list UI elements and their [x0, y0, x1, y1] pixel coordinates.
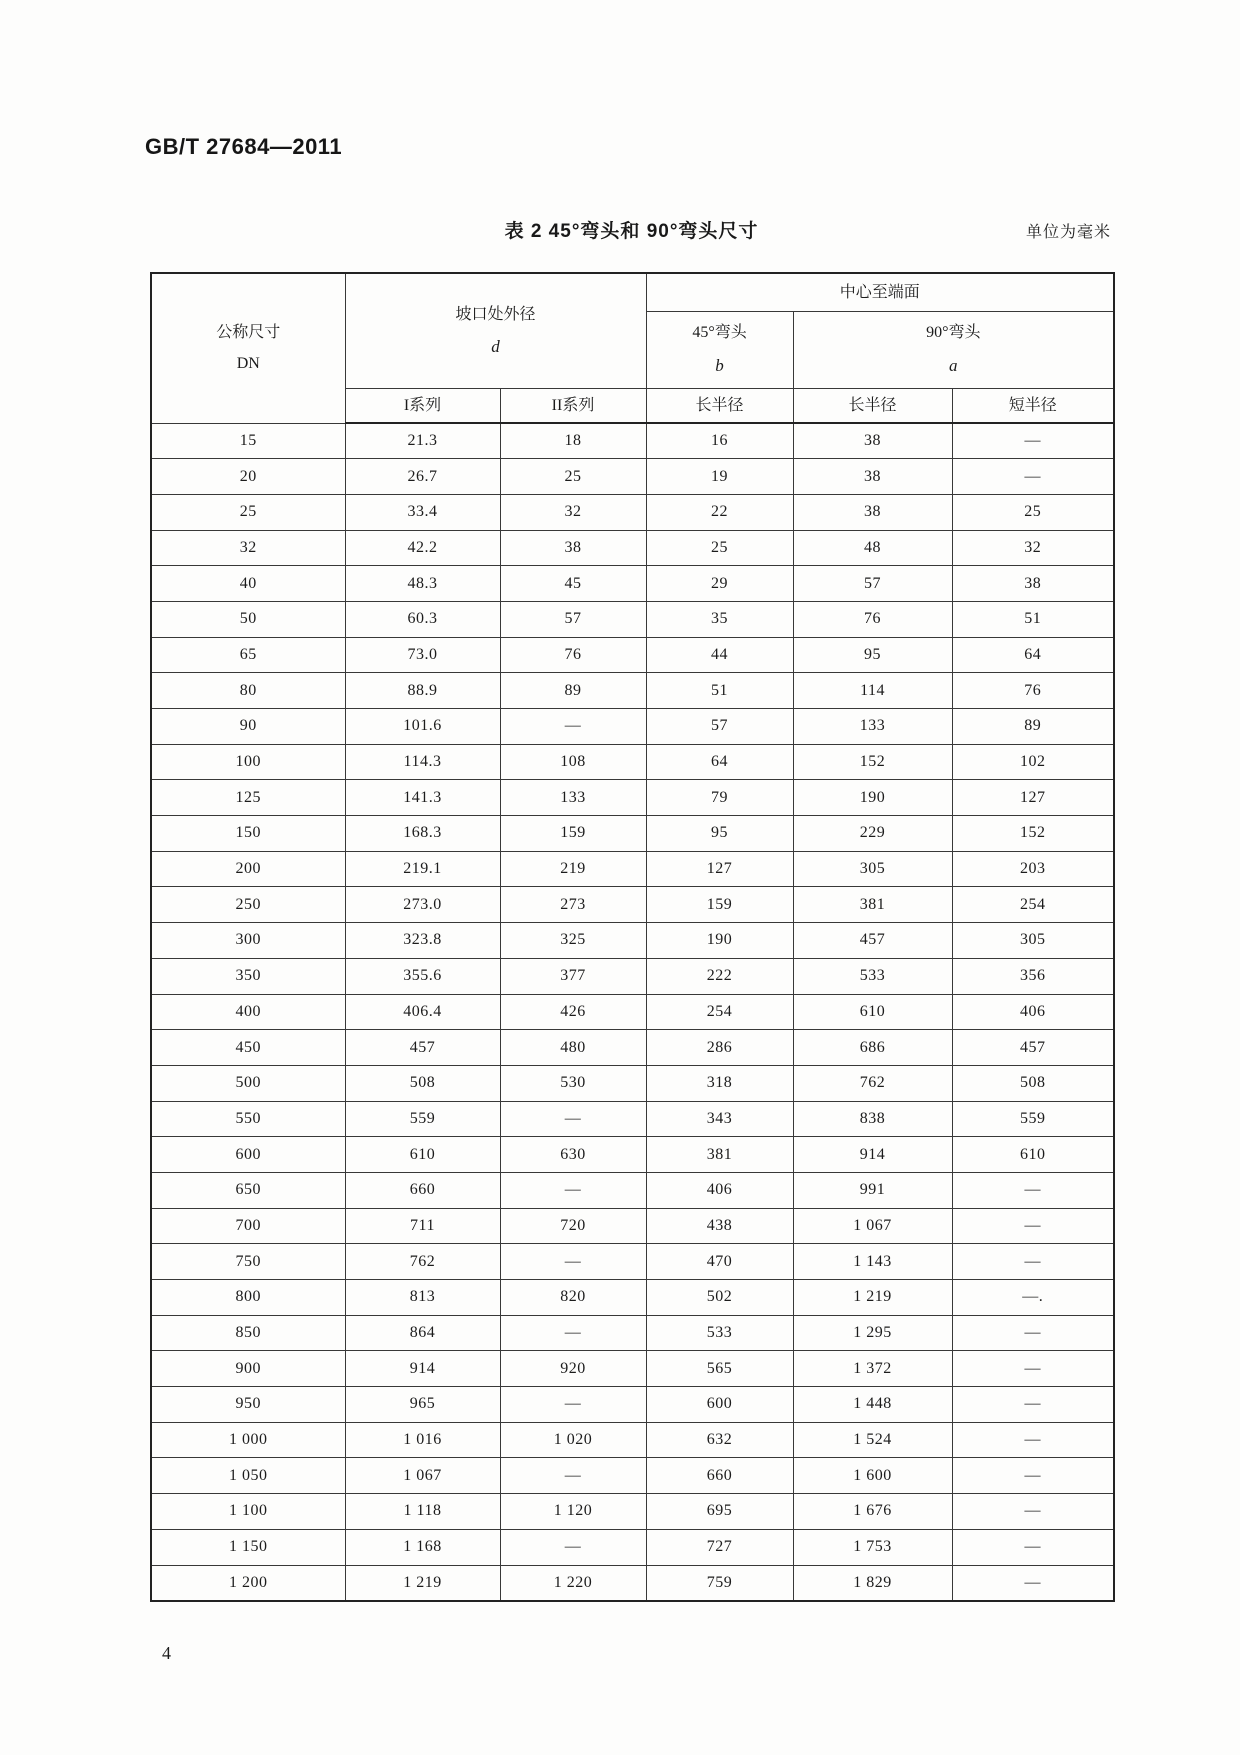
table-cell: 406: [952, 994, 1114, 1030]
table-cell: 64: [952, 637, 1114, 673]
table-cell: 457: [793, 923, 952, 959]
table-cell: 991: [793, 1172, 952, 1208]
table-cell: 1 168: [345, 1529, 500, 1565]
table-cell: 32: [952, 530, 1114, 566]
table-cell: —: [500, 709, 646, 745]
header-series-2: II系列: [500, 388, 646, 423]
table-cell: 152: [793, 744, 952, 780]
table-row: [151, 1351, 1114, 1387]
table-cell: 141.3: [345, 780, 500, 816]
table-cell: 219.1: [345, 851, 500, 887]
table-cell: 720: [500, 1208, 646, 1244]
table-cell: 25: [646, 530, 793, 566]
table-cell: 64: [646, 744, 793, 780]
table-cell: —: [952, 1315, 1114, 1351]
bevel-od-symbol: d: [491, 336, 500, 356]
table-cell: 159: [500, 816, 646, 852]
table-cell: 32: [151, 530, 345, 566]
table-cell: 168.3: [345, 816, 500, 852]
table-cell: 1 219: [793, 1280, 952, 1316]
table-cell: 42.2: [345, 530, 500, 566]
table-cell: 914: [345, 1351, 500, 1387]
table-cell: 33.4: [345, 494, 500, 530]
table-cell: 559: [952, 1101, 1114, 1137]
table-cell: 533: [646, 1315, 793, 1351]
table-cell: 51: [646, 673, 793, 709]
table-cell: 19: [646, 459, 793, 495]
table-cell: 50: [151, 601, 345, 637]
table-cell: 508: [345, 1065, 500, 1101]
table-cell: 406.4: [345, 994, 500, 1030]
table-row: [151, 1101, 1114, 1137]
table-cell: 250: [151, 887, 345, 923]
table-cell: —: [500, 1315, 646, 1351]
table-cell: 40: [151, 566, 345, 602]
table-row: [151, 1244, 1114, 1280]
table-cell: 273: [500, 887, 646, 923]
table-cell: 254: [952, 887, 1114, 923]
table-row: [151, 1315, 1114, 1351]
table-cell: 1 016: [345, 1422, 500, 1458]
table-cell: 426: [500, 994, 646, 1030]
table-cell: —: [500, 1458, 646, 1494]
table-cell: 25: [500, 459, 646, 495]
table-cell: 355.6: [345, 958, 500, 994]
elbow-90-label: 90°弯头: [926, 324, 981, 342]
table-cell: 1 143: [793, 1244, 952, 1280]
table-cell: —: [952, 1458, 1114, 1494]
table-cell: 1 295: [793, 1315, 952, 1351]
table-cell: 727: [646, 1529, 793, 1565]
header-series-1: I系列: [345, 388, 500, 423]
table-cell: 38: [793, 459, 952, 495]
table-cell: 73.0: [345, 637, 500, 673]
table-cell: —: [952, 1529, 1114, 1565]
table-cell: 350: [151, 958, 345, 994]
table-cell: 838: [793, 1101, 952, 1137]
table-cell: 127: [646, 851, 793, 887]
table-cell: 57: [500, 601, 646, 637]
table-row: [151, 923, 1114, 959]
table-cell: 300: [151, 923, 345, 959]
table-row: [151, 744, 1114, 780]
table-cell: 51: [952, 601, 1114, 637]
table-cell: 95: [646, 816, 793, 852]
table-cell: 1 600: [793, 1458, 952, 1494]
table-row: [151, 1030, 1114, 1066]
table-row: [151, 459, 1114, 495]
table-cell: 76: [500, 637, 646, 673]
table-cell: 762: [345, 1244, 500, 1280]
center-to-end-label: 中心至端面: [839, 283, 920, 301]
table-cell: —: [952, 1208, 1114, 1244]
unit-note: 单位为毫米: [1025, 224, 1111, 241]
table-cell: 1 220: [500, 1565, 646, 1601]
table-cell: 159: [646, 887, 793, 923]
table-cell: 29: [646, 566, 793, 602]
table-cell: 273.0: [345, 887, 500, 923]
table-cell: 95: [793, 637, 952, 673]
table-cell: 610: [345, 1137, 500, 1173]
page-number: 4: [162, 1643, 171, 1663]
table-cell: 76: [952, 673, 1114, 709]
table-cell: 79: [646, 780, 793, 816]
table-cell: 76: [793, 601, 952, 637]
table-cell: 950: [151, 1387, 345, 1423]
table-cell: 35: [646, 601, 793, 637]
table-cell: 711: [345, 1208, 500, 1244]
table-cell: 1 200: [151, 1565, 345, 1601]
table-cell: 48: [793, 530, 952, 566]
table-header: [151, 273, 1114, 423]
table-cell: 38: [500, 530, 646, 566]
table-row: [151, 673, 1114, 709]
table-cell: —: [952, 1494, 1114, 1530]
table-cell: 550: [151, 1101, 345, 1137]
table-cell: —: [500, 1101, 646, 1137]
table-cell: 127: [952, 780, 1114, 816]
table-cell: 343: [646, 1101, 793, 1137]
table-cell: 920: [500, 1351, 646, 1387]
table-body: [151, 423, 1114, 1601]
table-cell: 229: [793, 816, 952, 852]
table-cell: 152: [952, 816, 1114, 852]
table-cell: 200: [151, 851, 345, 887]
table-cell: 203: [952, 851, 1114, 887]
header-center-to-end: [646, 273, 1114, 311]
table-cell: 38: [952, 566, 1114, 602]
table-cell: 15: [151, 423, 345, 459]
table-row: [151, 494, 1114, 530]
table-cell: 660: [646, 1458, 793, 1494]
table-row: [151, 1565, 1114, 1601]
table-cell: 400: [151, 994, 345, 1030]
table-cell: 864: [345, 1315, 500, 1351]
table-cell: 610: [952, 1137, 1114, 1173]
table-cell: 502: [646, 1280, 793, 1316]
nominal-size-symbol: DN: [236, 355, 260, 373]
table-row: [151, 994, 1114, 1030]
table-cell: 1 676: [793, 1494, 952, 1530]
table-cell: 406: [646, 1172, 793, 1208]
table-cell: 88.9: [345, 673, 500, 709]
table-cell: 820: [500, 1280, 646, 1316]
table-row: [151, 780, 1114, 816]
table-cell: 222: [646, 958, 793, 994]
table-cell: 1 150: [151, 1529, 345, 1565]
table-cell: 508: [952, 1065, 1114, 1101]
table-cell: 600: [151, 1137, 345, 1173]
table-cell: 1 100: [151, 1494, 345, 1530]
table-cell: 44: [646, 637, 793, 673]
table-cell: 286: [646, 1030, 793, 1066]
table-cell: 22: [646, 494, 793, 530]
table-cell: 700: [151, 1208, 345, 1244]
table-cell: 318: [646, 1065, 793, 1101]
table-cell: 102: [952, 744, 1114, 780]
header-bevel-od: [345, 273, 646, 388]
table-title: 表 2 45°弯头和 90°弯头尺寸: [504, 221, 759, 242]
table-cell: 125: [151, 780, 345, 816]
table-cell: —: [952, 1172, 1114, 1208]
table-cell: —: [952, 1565, 1114, 1601]
table-row: [151, 851, 1114, 887]
table-cell: 18: [500, 423, 646, 459]
table-cell: —: [952, 1422, 1114, 1458]
table-cell: 25: [151, 494, 345, 530]
table-cell: 759: [646, 1565, 793, 1601]
table-cell: 450: [151, 1030, 345, 1066]
table-cell: 1 448: [793, 1387, 952, 1423]
table-cell: 133: [793, 709, 952, 745]
table-cell: 813: [345, 1280, 500, 1316]
header-short-radius-90: 短半径: [952, 388, 1114, 423]
table-cell: 650: [151, 1172, 345, 1208]
table-row: [151, 958, 1114, 994]
table-cell: 800: [151, 1280, 345, 1316]
table-cell: 530: [500, 1065, 646, 1101]
table-cell: 305: [793, 851, 952, 887]
table-cell: 48.3: [345, 566, 500, 602]
table-cell: —: [952, 459, 1114, 495]
table-cell: 323.8: [345, 923, 500, 959]
table-cell: 254: [646, 994, 793, 1030]
table-cell: 559: [345, 1101, 500, 1137]
table-cell: 470: [646, 1244, 793, 1280]
table-cell: —.: [952, 1280, 1114, 1316]
table-cell: 850: [151, 1315, 345, 1351]
table-cell: 900: [151, 1351, 345, 1387]
table-cell: 38: [793, 423, 952, 459]
elbow-45-label: 45°弯头: [692, 324, 747, 342]
table-cell: 600: [646, 1387, 793, 1423]
table-cell: 305: [952, 923, 1114, 959]
table-cell: 762: [793, 1065, 952, 1101]
table-cell: —: [500, 1529, 646, 1565]
table-row: [151, 1387, 1114, 1423]
table-cell: 750: [151, 1244, 345, 1280]
header-long-radius-90: 长半径: [793, 388, 952, 423]
table-cell: 80: [151, 673, 345, 709]
table-cell: 90: [151, 709, 345, 745]
dimension-table: [150, 272, 1115, 1602]
table-row: [151, 530, 1114, 566]
table-cell: 632: [646, 1422, 793, 1458]
table-row: [151, 709, 1114, 745]
header-elbow-90: [793, 311, 1114, 388]
table-cell: 695: [646, 1494, 793, 1530]
table-cell: 965: [345, 1387, 500, 1423]
table-cell: 190: [793, 780, 952, 816]
table-row: [151, 1137, 1114, 1173]
table-cell: 150: [151, 816, 345, 852]
table-row: [151, 1494, 1114, 1530]
elbow-90-symbol: a: [949, 355, 958, 375]
table-cell: 1 000: [151, 1422, 345, 1458]
table-cell: 610: [793, 994, 952, 1030]
bevel-od-label: 坡口处外径: [455, 305, 536, 323]
table-cell: —: [500, 1387, 646, 1423]
table-cell: 480: [500, 1030, 646, 1066]
table-row: [151, 1422, 1114, 1458]
table-cell: 1 067: [793, 1208, 952, 1244]
table-cell: 26.7: [345, 459, 500, 495]
table-cell: 101.6: [345, 709, 500, 745]
table-caption-band: [150, 216, 1113, 246]
table-cell: —: [952, 1244, 1114, 1280]
table-cell: 38: [793, 494, 952, 530]
table-row: [151, 1280, 1114, 1316]
table-cell: —: [500, 1244, 646, 1280]
table-cell: 1 219: [345, 1565, 500, 1601]
table-cell: 1 118: [345, 1494, 500, 1530]
table-cell: 914: [793, 1137, 952, 1173]
table-row: [151, 601, 1114, 637]
table-cell: 133: [500, 780, 646, 816]
table-cell: 500: [151, 1065, 345, 1101]
table-cell: 377: [500, 958, 646, 994]
table-row: [151, 1172, 1114, 1208]
table-cell: 25: [952, 494, 1114, 530]
table-cell: 457: [345, 1030, 500, 1066]
table-row: [151, 816, 1114, 852]
table-cell: —: [500, 1172, 646, 1208]
table-cell: 20: [151, 459, 345, 495]
table-cell: 45: [500, 566, 646, 602]
table-cell: 1 753: [793, 1529, 952, 1565]
table-cell: 1 020: [500, 1422, 646, 1458]
table-cell: 100: [151, 744, 345, 780]
table-cell: —: [952, 1351, 1114, 1387]
table-cell: 381: [793, 887, 952, 923]
table-row: [151, 423, 1114, 459]
table-cell: —: [952, 423, 1114, 459]
table-cell: 1 120: [500, 1494, 646, 1530]
table-cell: 108: [500, 744, 646, 780]
table-cell: 1 372: [793, 1351, 952, 1387]
table-row: [151, 1529, 1114, 1565]
table-row: [151, 566, 1114, 602]
table-cell: 57: [793, 566, 952, 602]
table-cell: 565: [646, 1351, 793, 1387]
table-cell: 89: [952, 709, 1114, 745]
table-row: [151, 1458, 1114, 1494]
table-cell: 1 829: [793, 1565, 952, 1601]
table-cell: 630: [500, 1137, 646, 1173]
nominal-size-label: 公称尺寸: [216, 324, 281, 342]
table-row: [151, 637, 1114, 673]
table-row: [151, 1208, 1114, 1244]
table-cell: 356: [952, 958, 1114, 994]
table-cell: 660: [345, 1172, 500, 1208]
table-row: [151, 887, 1114, 923]
table-cell: 32: [500, 494, 646, 530]
table-cell: 21.3: [345, 423, 500, 459]
table-cell: 190: [646, 923, 793, 959]
table-row: [151, 1065, 1114, 1101]
table-cell: 60.3: [345, 601, 500, 637]
table-cell: 325: [500, 923, 646, 959]
document-number: GB/T 27684—2011: [145, 134, 343, 159]
table-cell: 89: [500, 673, 646, 709]
table-cell: 1 050: [151, 1458, 345, 1494]
table-cell: 381: [646, 1137, 793, 1173]
table-cell: 114: [793, 673, 952, 709]
header-elbow-45: [646, 311, 793, 388]
table-cell: 686: [793, 1030, 952, 1066]
table-cell: 438: [646, 1208, 793, 1244]
table-cell: 1 524: [793, 1422, 952, 1458]
table-cell: 57: [646, 709, 793, 745]
table-cell: 1 067: [345, 1458, 500, 1494]
table-cell: 533: [793, 958, 952, 994]
table-cell: 114.3: [345, 744, 500, 780]
header-nominal-size: [151, 273, 345, 423]
elbow-45-symbol: b: [715, 355, 724, 375]
header-long-radius-45: 长半径: [646, 388, 793, 423]
table-cell: 457: [952, 1030, 1114, 1066]
table-cell: 219: [500, 851, 646, 887]
table-cell: —: [952, 1387, 1114, 1423]
table-cell: 65: [151, 637, 345, 673]
table-cell: 16: [646, 423, 793, 459]
